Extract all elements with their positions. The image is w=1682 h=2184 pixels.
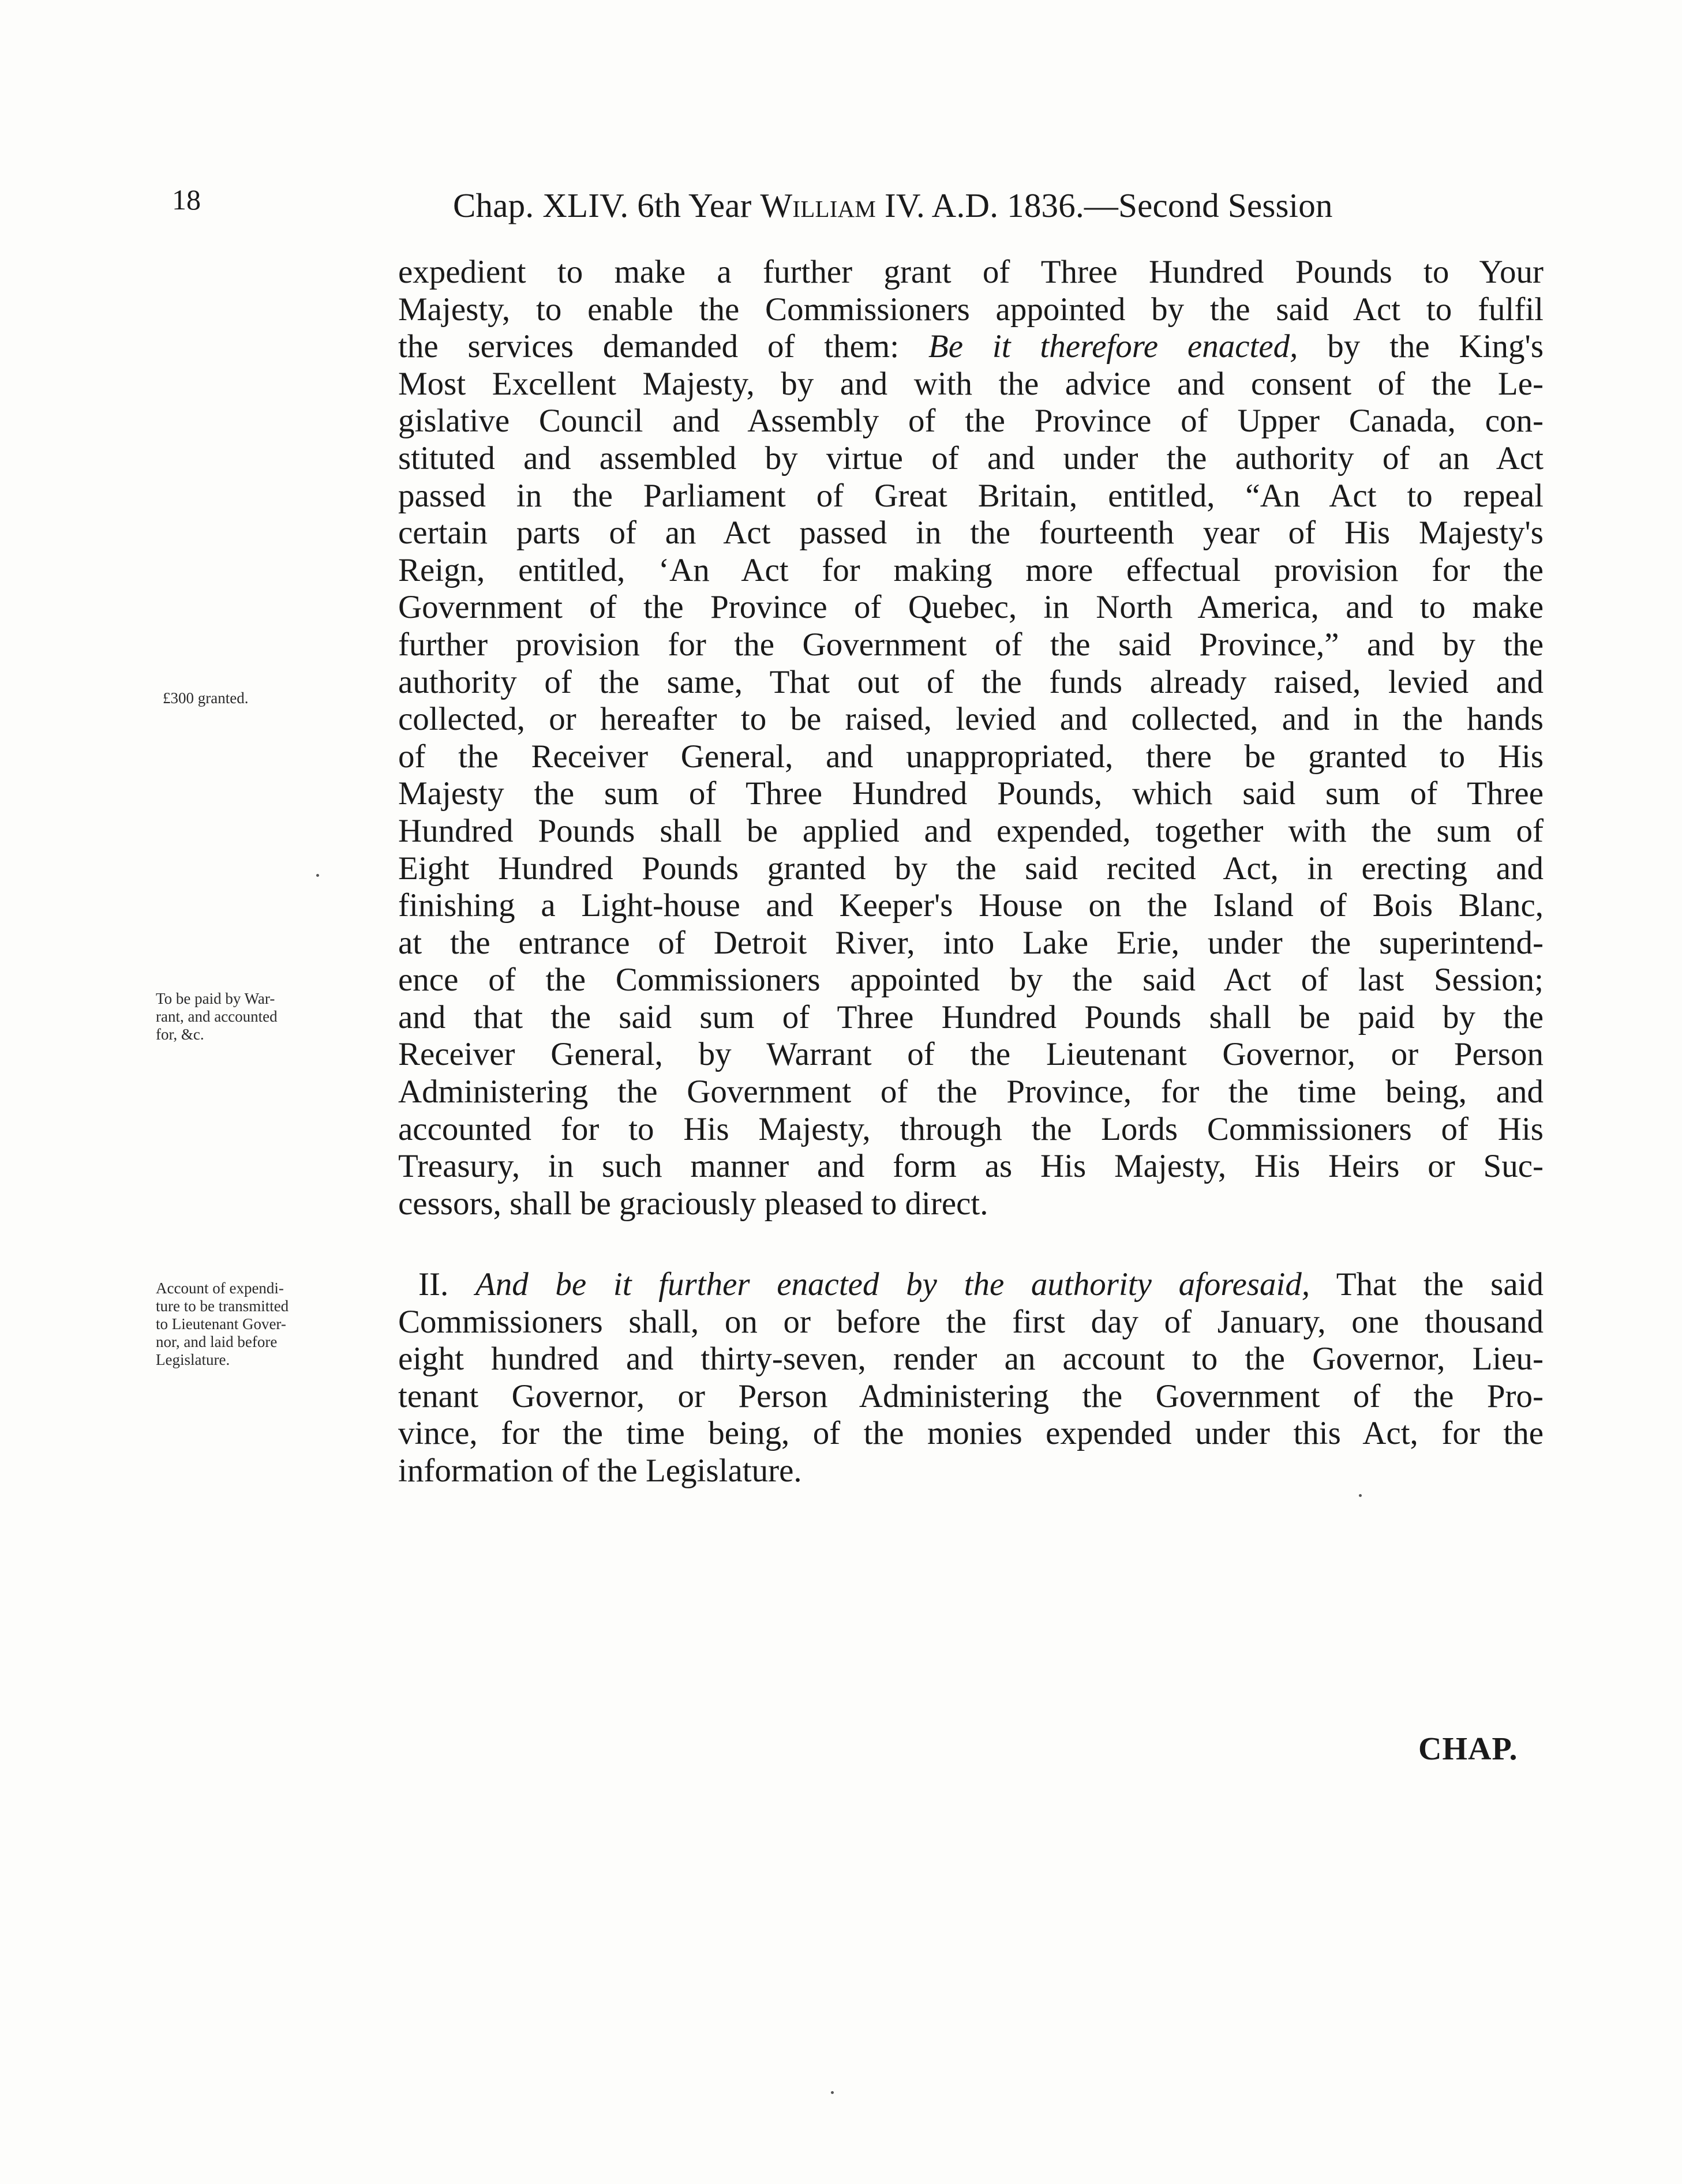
text-line: [398, 328, 1544, 366]
margin-note-line: rant, and accounted: [156, 1008, 278, 1025]
running-head-title: [453, 186, 1520, 225]
paragraph-enactment: [398, 254, 1544, 1222]
text-run: by the King's: [1298, 328, 1544, 365]
text-line: certain parts of an Act passed in the fourteenth year of His Majesty's: [398, 515, 1544, 551]
text-line: and that the said sum of Three Hundred Pounds shall be paid by the: [398, 999, 1544, 1035]
text-line: gislative Council and Assembly of the Province of Upper Canada, con-: [398, 403, 1544, 440]
text-line: Government of the Province of Quebec, in North America, and to make: [398, 589, 1544, 626]
text-line: authority of the same, That out of the funds already raised, levied and: [398, 663, 1544, 700]
page-number: 18: [172, 183, 201, 216]
text-line: collected, or hereafter to be raised, levied and collected, and in the hands: [398, 701, 1544, 738]
text-run: That the said: [1310, 1266, 1544, 1303]
text-line: information of the Legislature.: [398, 1452, 802, 1489]
text-line: Administering the Government of the Province, for the time being, and: [398, 1074, 1544, 1110]
margin-note-line: to Lieutenant Gover-: [156, 1315, 286, 1333]
section-numeral: II.: [418, 1266, 475, 1303]
text-line: tenant Governor, or Person Administering the Government of the Pro-: [398, 1378, 1544, 1414]
text-line: passed in the Parliament of Great Britain, entitled, “An Act to repeal: [398, 477, 1544, 514]
text-line: Majesty the sum of Three Hundred Pounds, which said sum of Three: [398, 775, 1544, 812]
margin-note-line: £300 granted.: [163, 689, 249, 707]
italic-enacting-clause: Be it therefore enacted,: [928, 328, 1298, 365]
text-line: accounted for to His Majesty, through the Lords Commissioners of His: [398, 1110, 1544, 1147]
text-line: eight hundred and thirty-seven, render an account to the Governor, Lieu-: [398, 1341, 1544, 1378]
text-line: further provision for the Government of the said Province,” and by the: [398, 626, 1544, 663]
text-line: of the Receiver General, and unappropriated, there be granted to His: [398, 738, 1544, 775]
margin-note-line: nor, and laid before: [156, 1333, 278, 1350]
margin-note-grant: [163, 689, 376, 707]
margin-note-line: Account of expendi-: [156, 1279, 284, 1297]
text-line: Reign, entitled, ‘An Act for making more effectual provision for the: [398, 551, 1544, 588]
italic-enacting-clause: And be it further enacted by the authority aforesaid,: [475, 1266, 1310, 1303]
text-line: Eight Hundred Pounds granted by the said recited Act, in erecting and: [398, 850, 1544, 887]
text-run: the services demanded of them:: [398, 328, 928, 365]
margin-note-line: To be paid by War-: [156, 990, 275, 1007]
text-line: Hundred Pounds shall be applied and expended, together with the sum of: [398, 812, 1544, 849]
text-line: Receiver General, by Warrant of the Lieutenant Governor, or Person: [398, 1036, 1544, 1073]
text-line: Commissioners shall, on or before the first day of January, one thousand: [398, 1303, 1544, 1340]
text-line: Majesty, to enable the Commissioners appointed by the said Act to fulfil: [398, 291, 1544, 328]
text-line: at the entrance of Detroit River, into Lake Erie, under the superintend-: [398, 924, 1544, 961]
margin-note-account: [156, 1279, 369, 1369]
text-line: finishing a Light-house and Keeper's House on the Island of Bois Blanc,: [398, 887, 1544, 924]
catchword: CHAP.: [1418, 1731, 1518, 1767]
running-head-rest: IV. A.D. 1836.—Second Session: [876, 186, 1333, 224]
margin-note-line: Legislature.: [156, 1351, 230, 1368]
text-line: expedient to make a further grant of Three Hundred Pounds to Your: [398, 254, 1544, 290]
scan-speck: [1359, 1494, 1362, 1497]
text-line: Treasury, in such manner and form as His Majesty, His Heirs or Suc-: [398, 1148, 1544, 1185]
text-line: stituted and assembled by virtue of and under the authority of an Act: [398, 440, 1544, 476]
text-line: [398, 1266, 1544, 1304]
paragraph-section-two: [398, 1266, 1544, 1490]
text-line: ence of the Commissioners appointed by the said Act of last Session;: [398, 962, 1544, 999]
running-head-chap: Chap. XLIV. 6th Year: [453, 186, 761, 224]
text-line: vince, for the time being, of the monies expended under this Act, for the: [398, 1415, 1544, 1452]
running-head-king: William: [760, 186, 876, 224]
margin-note-payment: [156, 990, 369, 1044]
running-header: [167, 174, 1520, 238]
text-line: Most Excellent Majesty, by and with the advice and consent of the Le-: [398, 365, 1544, 402]
margin-note-line: for, &c.: [156, 1026, 204, 1043]
scan-speck: [316, 874, 319, 877]
scan-speck: [831, 2091, 834, 2094]
text-line: cessors, shall be graciously pleased to direct.: [398, 1185, 988, 1222]
margin-note-line: ture to be transmitted: [156, 1297, 289, 1315]
